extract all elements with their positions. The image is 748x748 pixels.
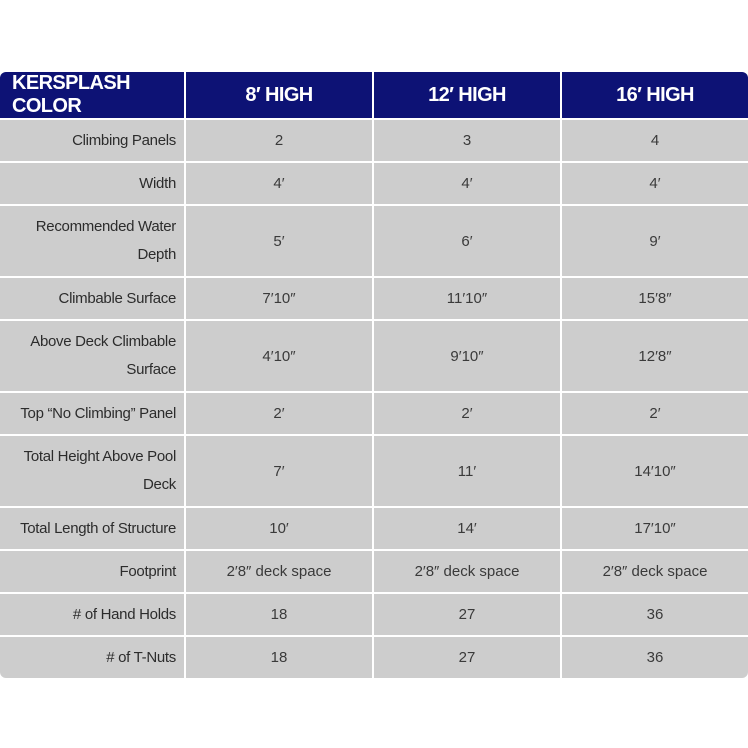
cell-value: 18 (186, 594, 372, 635)
cell-value: 12′8″ (562, 321, 748, 391)
cell-value: 6′ (374, 206, 560, 276)
table-row (0, 278, 748, 319)
cell-value: 10′ (186, 508, 372, 549)
cell-value: 9′10″ (374, 321, 560, 391)
row-label: Width (0, 163, 184, 204)
cell-value: 2′8″ deck space (562, 551, 748, 592)
row-label: Footprint (0, 551, 184, 592)
header-kersplash-color: KERSPLASH COLOR (0, 72, 184, 118)
row-label: # of T-Nuts (0, 637, 184, 678)
header-8ft-high: 8′ HIGH (186, 72, 372, 118)
cell-value: 11′ (374, 436, 560, 506)
cell-value: 5′ (186, 206, 372, 276)
header-12ft-high: 12′ HIGH (374, 72, 560, 118)
row-label: Climbable Surface (0, 278, 184, 319)
row-label: Above Deck Climbable Surface (0, 321, 184, 391)
table-row (0, 321, 748, 391)
header-row (0, 72, 748, 118)
table-row (0, 120, 748, 161)
cell-value: 4′ (186, 163, 372, 204)
cell-value: 9′ (562, 206, 748, 276)
cell-value: 2′8″ deck space (186, 551, 372, 592)
row-label: Total Length of Structure (0, 508, 184, 549)
cell-value: 27 (374, 637, 560, 678)
cell-value: 2′8″ deck space (374, 551, 560, 592)
table-row (0, 637, 748, 678)
cell-value: 4′10″ (186, 321, 372, 391)
row-label: Recommended Water Depth (0, 206, 184, 276)
table-row (0, 436, 748, 506)
table-row (0, 508, 748, 549)
specs-table (0, 70, 748, 680)
table-row (0, 594, 748, 635)
cell-value: 4 (562, 120, 748, 161)
table-row (0, 163, 748, 204)
cell-value: 14′10″ (562, 436, 748, 506)
cell-value: 2′ (374, 393, 560, 434)
cell-value: 4′ (562, 163, 748, 204)
cell-value: 4′ (374, 163, 560, 204)
cell-value: 18 (186, 637, 372, 678)
cell-value: 3 (374, 120, 560, 161)
cell-value: 15′8″ (562, 278, 748, 319)
specs-table-container (0, 70, 748, 680)
cell-value: 7′ (186, 436, 372, 506)
table-row (0, 206, 748, 276)
cell-value: 2 (186, 120, 372, 161)
row-label: # of Hand Holds (0, 594, 184, 635)
row-label: Top “No Climbing” Panel (0, 393, 184, 434)
cell-value: 7′10″ (186, 278, 372, 319)
cell-value: 17′10″ (562, 508, 748, 549)
row-label: Total Height Above Pool Deck (0, 436, 184, 506)
table-row (0, 393, 748, 434)
header-16ft-high: 16′ HIGH (562, 72, 748, 118)
cell-value: 2′ (186, 393, 372, 434)
table-row (0, 551, 748, 592)
cell-value: 14′ (374, 508, 560, 549)
cell-value: 27 (374, 594, 560, 635)
cell-value: 11′10″ (374, 278, 560, 319)
cell-value: 2′ (562, 393, 748, 434)
cell-value: 36 (562, 637, 748, 678)
row-label: Climbing Panels (0, 120, 184, 161)
cell-value: 36 (562, 594, 748, 635)
